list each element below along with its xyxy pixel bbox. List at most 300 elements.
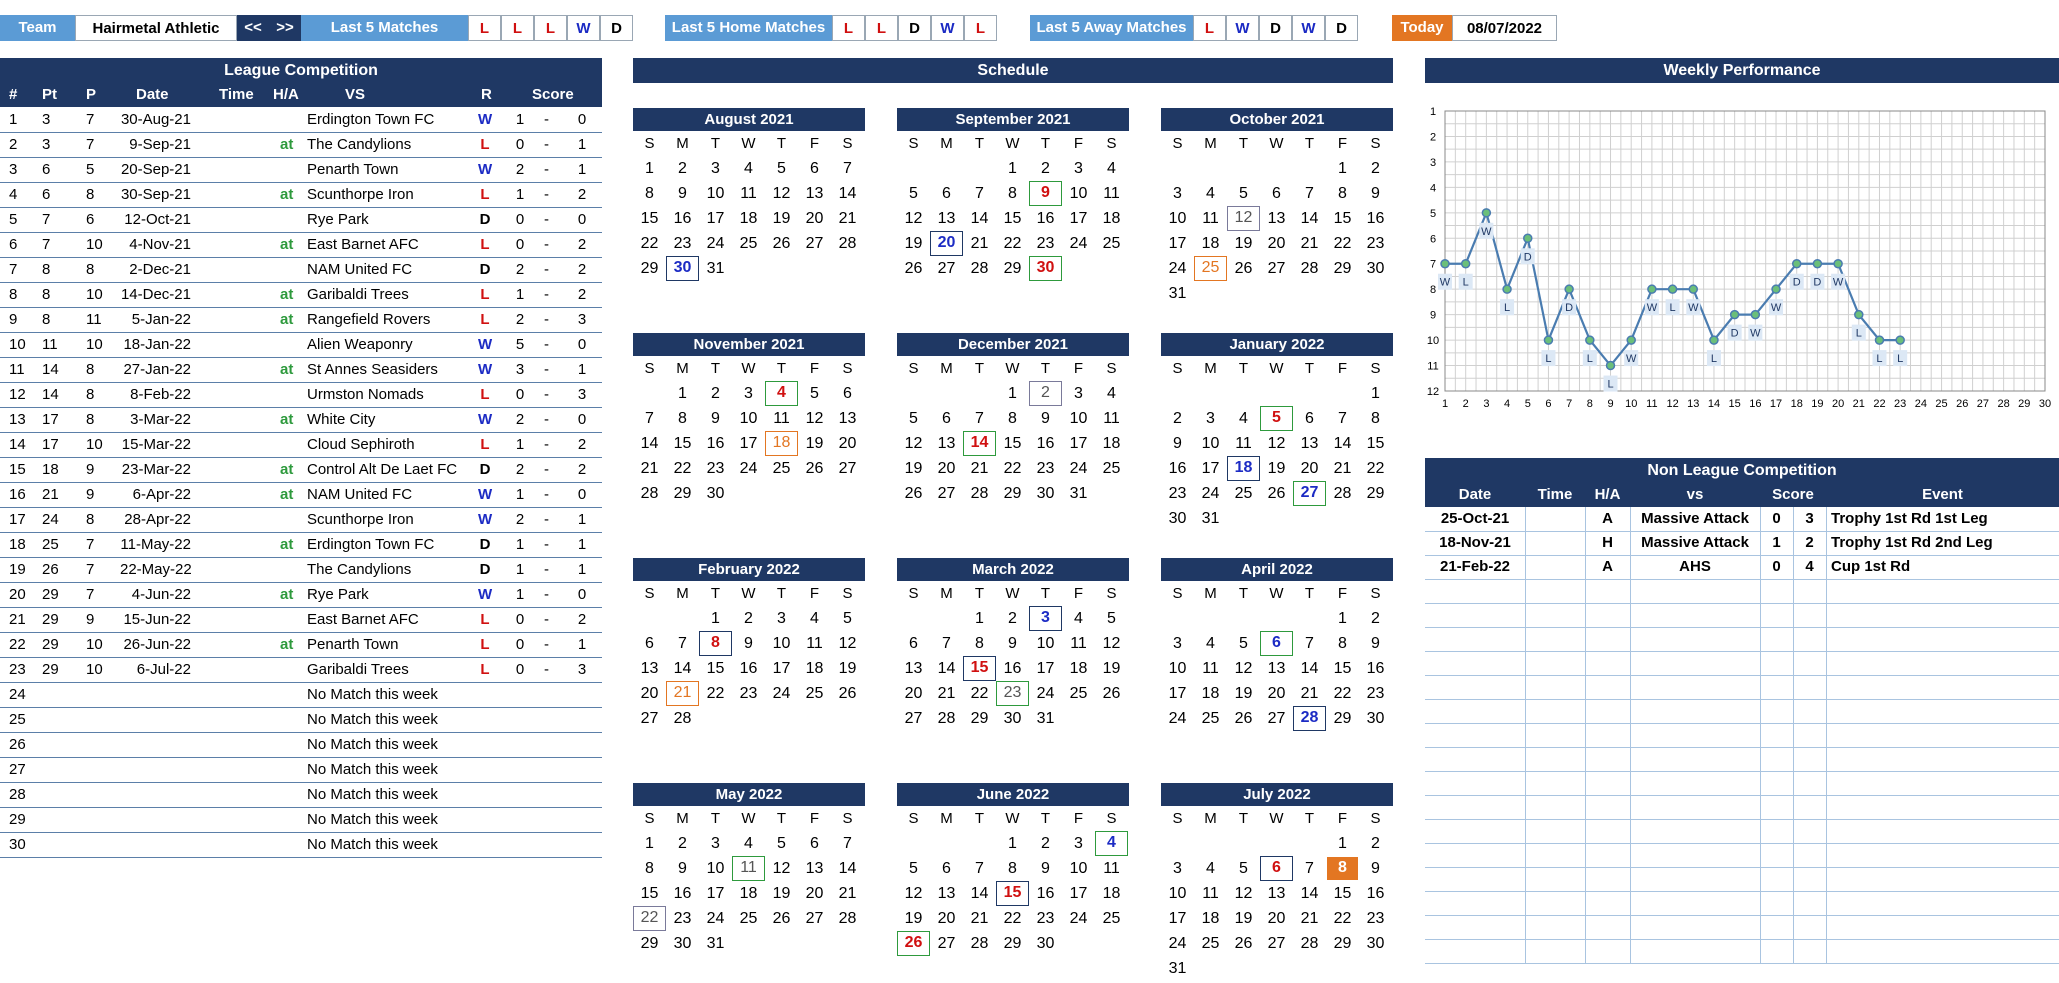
calendar-day[interactable]: 7 bbox=[975, 185, 984, 202]
calendar-day[interactable]: 12 bbox=[1234, 885, 1253, 902]
calendar-day[interactable]: 3 bbox=[1206, 410, 1215, 427]
calendar-day[interactable]: 1 bbox=[1338, 610, 1347, 627]
calendar-day[interactable]: 8 bbox=[1338, 185, 1347, 202]
calendar-day[interactable]: 31 bbox=[706, 935, 725, 952]
calendar-day[interactable]: 5 bbox=[1107, 610, 1116, 627]
calendar-day[interactable]: 19 bbox=[1267, 460, 1286, 477]
calendar-day[interactable]: 20 bbox=[1300, 460, 1319, 477]
calendar-day[interactable]: 16 bbox=[1366, 660, 1385, 677]
calendar-day[interactable]: 27 bbox=[805, 910, 824, 927]
calendar-day[interactable]: 11 bbox=[1202, 885, 1219, 902]
calendar-day[interactable]: 4 bbox=[1206, 635, 1215, 652]
calendar-day[interactable]: 7 bbox=[975, 410, 984, 427]
calendar-day[interactable]: 26 bbox=[904, 260, 923, 277]
calendar-day[interactable]: 28 bbox=[1300, 260, 1319, 277]
calendar-day[interactable]: 2 bbox=[1371, 835, 1380, 852]
calendar-day[interactable]: 18 bbox=[739, 210, 758, 227]
calendar-day[interactable]: 27 bbox=[640, 710, 659, 727]
calendar-day[interactable]: 23 bbox=[673, 910, 692, 927]
calendar-day[interactable]: 16 bbox=[1003, 660, 1022, 677]
calendar-day[interactable]: 21 bbox=[1333, 460, 1352, 477]
calendar-day[interactable]: 21 bbox=[1300, 685, 1319, 702]
calendar-day[interactable]: 31 bbox=[1069, 485, 1088, 502]
calendar-day[interactable]: 25 bbox=[1201, 710, 1220, 727]
match-day[interactable]: 11 bbox=[732, 856, 765, 881]
calendar-day[interactable]: 3 bbox=[1173, 185, 1182, 202]
calendar-day[interactable]: 23 bbox=[673, 235, 692, 252]
calendar-day[interactable]: 26 bbox=[1102, 685, 1121, 702]
calendar-day[interactable]: 26 bbox=[1234, 260, 1253, 277]
calendar-day[interactable]: 28 bbox=[1333, 485, 1352, 502]
calendar-day[interactable]: 29 bbox=[673, 485, 692, 502]
calendar-day[interactable]: 9 bbox=[1041, 410, 1050, 427]
match-day[interactable]: 4 bbox=[1095, 831, 1128, 856]
calendar-day[interactable]: 16 bbox=[1168, 460, 1187, 477]
calendar-day[interactable]: 19 bbox=[1234, 685, 1253, 702]
calendar-day[interactable]: 6 bbox=[810, 160, 819, 177]
calendar-day[interactable]: 1 bbox=[1338, 160, 1347, 177]
match-day[interactable]: 3 bbox=[1029, 606, 1062, 631]
calendar-day[interactable]: 21 bbox=[970, 460, 989, 477]
calendar-day[interactable]: 15 bbox=[1366, 435, 1385, 452]
calendar-day[interactable]: 24 bbox=[1168, 260, 1187, 277]
calendar-day[interactable]: 10 bbox=[1069, 185, 1088, 202]
calendar-day[interactable]: 29 bbox=[1333, 710, 1352, 727]
calendar-day[interactable]: 12 bbox=[1267, 435, 1286, 452]
calendar-day[interactable]: 14 bbox=[640, 435, 659, 452]
calendar-day[interactable]: 29 bbox=[1366, 485, 1385, 502]
calendar-day[interactable]: 13 bbox=[904, 660, 923, 677]
calendar-day[interactable]: 10 bbox=[1036, 635, 1055, 652]
match-day[interactable]: 23 bbox=[996, 681, 1029, 706]
calendar-day[interactable]: 28 bbox=[838, 910, 857, 927]
calendar-day[interactable]: 24 bbox=[1168, 935, 1187, 952]
match-day[interactable]: 18 bbox=[765, 431, 798, 456]
calendar-day[interactable]: 10 bbox=[1201, 435, 1220, 452]
calendar-day[interactable]: 30 bbox=[1036, 935, 1055, 952]
calendar-day[interactable]: 12 bbox=[904, 435, 923, 452]
calendar-day[interactable]: 21 bbox=[640, 460, 659, 477]
calendar-day[interactable]: 16 bbox=[739, 660, 758, 677]
calendar-day[interactable]: 23 bbox=[1036, 460, 1055, 477]
calendar-day[interactable]: 11 bbox=[1103, 185, 1120, 202]
calendar-day[interactable]: 5 bbox=[777, 835, 786, 852]
calendar-day[interactable]: 20 bbox=[1267, 235, 1286, 252]
calendar-day[interactable]: 20 bbox=[838, 435, 857, 452]
calendar-day[interactable]: 25 bbox=[1102, 910, 1121, 927]
match-day[interactable]: 18 bbox=[1227, 456, 1260, 481]
calendar-day[interactable]: 12 bbox=[805, 410, 824, 427]
calendar-day[interactable]: 18 bbox=[1102, 435, 1121, 452]
calendar-day[interactable]: 15 bbox=[640, 210, 659, 227]
calendar-day[interactable]: 11 bbox=[1202, 660, 1219, 677]
calendar-day[interactable]: 31 bbox=[1036, 710, 1055, 727]
match-day[interactable]: 15 bbox=[963, 656, 996, 681]
calendar-day[interactable]: 7 bbox=[1305, 860, 1314, 877]
match-day[interactable]: 30 bbox=[666, 256, 699, 281]
calendar-day[interactable]: 30 bbox=[706, 485, 725, 502]
calendar-day[interactable]: 13 bbox=[805, 185, 824, 202]
match-day[interactable]: 22 bbox=[633, 906, 666, 931]
calendar-day[interactable]: 12 bbox=[838, 635, 857, 652]
match-day[interactable]: 8 bbox=[699, 631, 732, 656]
calendar-day[interactable]: 8 bbox=[1338, 635, 1347, 652]
calendar-day[interactable]: 20 bbox=[805, 885, 824, 902]
calendar-day[interactable]: 28 bbox=[970, 260, 989, 277]
calendar-day[interactable]: 15 bbox=[640, 885, 659, 902]
calendar-day[interactable]: 3 bbox=[1173, 635, 1182, 652]
calendar-day[interactable]: 8 bbox=[975, 635, 984, 652]
calendar-day[interactable]: 28 bbox=[937, 710, 956, 727]
calendar-day[interactable]: 8 bbox=[1371, 410, 1380, 427]
calendar-day[interactable]: 28 bbox=[673, 710, 692, 727]
calendar-day[interactable]: 11 bbox=[1202, 210, 1219, 227]
calendar-day[interactable]: 3 bbox=[1074, 835, 1083, 852]
calendar-day[interactable]: 2 bbox=[1173, 410, 1182, 427]
calendar-day[interactable]: 14 bbox=[970, 210, 989, 227]
calendar-day[interactable]: 29 bbox=[1003, 485, 1022, 502]
calendar-day[interactable]: 10 bbox=[1069, 860, 1088, 877]
calendar-day[interactable]: 25 bbox=[1201, 935, 1220, 952]
calendar-day[interactable]: 22 bbox=[706, 685, 725, 702]
calendar-day[interactable]: 9 bbox=[711, 410, 720, 427]
calendar-day[interactable]: 6 bbox=[1272, 185, 1281, 202]
calendar-day[interactable]: 17 bbox=[1168, 235, 1187, 252]
calendar-day[interactable]: 22 bbox=[970, 685, 989, 702]
calendar-day[interactable]: 6 bbox=[843, 385, 852, 402]
calendar-day[interactable]: 9 bbox=[1173, 435, 1182, 452]
calendar-day[interactable]: 27 bbox=[904, 710, 923, 727]
calendar-day[interactable]: 29 bbox=[1003, 935, 1022, 952]
calendar-day[interactable]: 27 bbox=[937, 260, 956, 277]
calendar-day[interactable]: 30 bbox=[673, 935, 692, 952]
calendar-day[interactable]: 8 bbox=[1008, 185, 1017, 202]
calendar-day[interactable]: 10 bbox=[772, 635, 791, 652]
match-day[interactable]: 8 bbox=[1326, 856, 1359, 881]
match-day[interactable]: 5 bbox=[1260, 406, 1293, 431]
calendar-day[interactable]: 19 bbox=[904, 910, 923, 927]
calendar-day[interactable]: 22 bbox=[1003, 910, 1022, 927]
calendar-day[interactable]: 6 bbox=[810, 835, 819, 852]
calendar-day[interactable]: 28 bbox=[1300, 935, 1319, 952]
calendar-day[interactable]: 5 bbox=[909, 410, 918, 427]
next-team-button[interactable]: >> bbox=[269, 15, 301, 41]
calendar-day[interactable]: 26 bbox=[1267, 485, 1286, 502]
calendar-day[interactable]: 22 bbox=[1333, 235, 1352, 252]
calendar-day[interactable]: 2 bbox=[744, 610, 753, 627]
calendar-day[interactable]: 23 bbox=[1036, 910, 1055, 927]
calendar-day[interactable]: 7 bbox=[645, 410, 654, 427]
calendar-day[interactable]: 16 bbox=[673, 885, 692, 902]
calendar-day[interactable]: 18 bbox=[739, 885, 758, 902]
calendar-day[interactable]: 21 bbox=[937, 685, 956, 702]
calendar-day[interactable]: 24 bbox=[1036, 685, 1055, 702]
calendar-day[interactable]: 18 bbox=[1201, 235, 1220, 252]
calendar-day[interactable]: 10 bbox=[1168, 885, 1187, 902]
calendar-day[interactable]: 4 bbox=[744, 160, 753, 177]
calendar-day[interactable]: 4 bbox=[1107, 160, 1116, 177]
calendar-day[interactable]: 4 bbox=[1074, 610, 1083, 627]
calendar-day[interactable]: 8 bbox=[1008, 860, 1017, 877]
calendar-day[interactable]: 2 bbox=[1371, 610, 1380, 627]
calendar-day[interactable]: 27 bbox=[937, 935, 956, 952]
calendar-day[interactable]: 12 bbox=[1234, 660, 1253, 677]
calendar-day[interactable]: 17 bbox=[706, 885, 725, 902]
calendar-day[interactable]: 10 bbox=[1069, 410, 1088, 427]
calendar-day[interactable]: 11 bbox=[1070, 635, 1087, 652]
calendar-day[interactable]: 26 bbox=[772, 235, 791, 252]
calendar-day[interactable]: 25 bbox=[1102, 235, 1121, 252]
calendar-day[interactable]: 6 bbox=[942, 185, 951, 202]
calendar-day[interactable]: 2 bbox=[1008, 610, 1017, 627]
calendar-day[interactable]: 24 bbox=[1168, 710, 1187, 727]
calendar-day[interactable]: 24 bbox=[1069, 235, 1088, 252]
calendar-day[interactable]: 20 bbox=[805, 210, 824, 227]
calendar-day[interactable]: 3 bbox=[1173, 860, 1182, 877]
calendar-day[interactable]: 27 bbox=[805, 235, 824, 252]
calendar-day[interactable]: 25 bbox=[1234, 485, 1253, 502]
calendar-day[interactable]: 30 bbox=[1366, 935, 1385, 952]
calendar-day[interactable]: 14 bbox=[1333, 435, 1352, 452]
calendar-day[interactable]: 24 bbox=[1069, 460, 1088, 477]
calendar-day[interactable]: 18 bbox=[805, 660, 824, 677]
calendar-day[interactable]: 22 bbox=[1366, 460, 1385, 477]
calendar-day[interactable]: 31 bbox=[1201, 510, 1220, 527]
calendar-day[interactable]: 26 bbox=[1234, 935, 1253, 952]
calendar-day[interactable]: 10 bbox=[739, 410, 758, 427]
calendar-day[interactable]: 20 bbox=[937, 910, 956, 927]
calendar-day[interactable]: 1 bbox=[1338, 835, 1347, 852]
calendar-day[interactable]: 11 bbox=[740, 185, 757, 202]
today-date-field[interactable]: 08/07/2022 bbox=[1452, 15, 1557, 41]
calendar-day[interactable]: 23 bbox=[1036, 235, 1055, 252]
calendar-day[interactable]: 28 bbox=[640, 485, 659, 502]
calendar-day[interactable]: 15 bbox=[1003, 210, 1022, 227]
match-day[interactable]: 25 bbox=[1194, 256, 1227, 281]
calendar-day[interactable]: 9 bbox=[744, 635, 753, 652]
calendar-day[interactable]: 18 bbox=[1201, 910, 1220, 927]
calendar-day[interactable]: 16 bbox=[1366, 210, 1385, 227]
calendar-day[interactable]: 13 bbox=[937, 435, 956, 452]
calendar-day[interactable]: 10 bbox=[1168, 660, 1187, 677]
calendar-day[interactable]: 26 bbox=[904, 485, 923, 502]
calendar-day[interactable]: 6 bbox=[1305, 410, 1314, 427]
calendar-day[interactable]: 2 bbox=[678, 835, 687, 852]
calendar-day[interactable]: 25 bbox=[739, 235, 758, 252]
calendar-day[interactable]: 20 bbox=[640, 685, 659, 702]
match-day[interactable]: 12 bbox=[1227, 206, 1260, 231]
calendar-day[interactable]: 7 bbox=[942, 635, 951, 652]
calendar-day[interactable]: 5 bbox=[1239, 860, 1248, 877]
calendar-day[interactable]: 19 bbox=[772, 210, 791, 227]
calendar-day[interactable]: 19 bbox=[1234, 910, 1253, 927]
team-name-field[interactable]: Hairmetal Athletic bbox=[75, 15, 237, 41]
calendar-day[interactable]: 3 bbox=[711, 835, 720, 852]
calendar-day[interactable]: 26 bbox=[805, 460, 824, 477]
match-day[interactable]: 14 bbox=[963, 431, 996, 456]
calendar-day[interactable]: 21 bbox=[970, 910, 989, 927]
calendar-day[interactable]: 3 bbox=[1074, 160, 1083, 177]
calendar-day[interactable]: 13 bbox=[1300, 435, 1319, 452]
calendar-day[interactable]: 5 bbox=[1239, 185, 1248, 202]
calendar-day[interactable]: 23 bbox=[1366, 685, 1385, 702]
calendar-day[interactable]: 31 bbox=[1168, 960, 1187, 977]
calendar-day[interactable]: 15 bbox=[673, 435, 692, 452]
calendar-day[interactable]: 24 bbox=[1069, 910, 1088, 927]
calendar-day[interactable]: 21 bbox=[838, 210, 857, 227]
calendar-day[interactable]: 9 bbox=[1371, 635, 1380, 652]
calendar-day[interactable]: 29 bbox=[640, 260, 659, 277]
calendar-day[interactable]: 9 bbox=[1041, 860, 1050, 877]
calendar-day[interactable]: 21 bbox=[838, 885, 857, 902]
calendar-day[interactable]: 24 bbox=[739, 460, 758, 477]
calendar-day[interactable]: 29 bbox=[640, 935, 659, 952]
calendar-day[interactable]: 28 bbox=[838, 235, 857, 252]
calendar-day[interactable]: 13 bbox=[937, 885, 956, 902]
match-day[interactable]: 15 bbox=[996, 881, 1029, 906]
calendar-day[interactable]: 24 bbox=[706, 235, 725, 252]
calendar-day[interactable]: 19 bbox=[838, 660, 857, 677]
calendar-day[interactable]: 9 bbox=[1008, 635, 1017, 652]
calendar-day[interactable]: 14 bbox=[1300, 885, 1319, 902]
calendar-day[interactable]: 15 bbox=[706, 660, 725, 677]
calendar-day[interactable]: 26 bbox=[1234, 710, 1253, 727]
calendar-day[interactable]: 16 bbox=[1036, 435, 1055, 452]
match-day[interactable]: 21 bbox=[666, 681, 699, 706]
calendar-day[interactable]: 14 bbox=[838, 185, 857, 202]
calendar-day[interactable]: 7 bbox=[1338, 410, 1347, 427]
calendar-day[interactable]: 17 bbox=[1168, 685, 1187, 702]
calendar-day[interactable]: 21 bbox=[970, 235, 989, 252]
calendar-day[interactable]: 27 bbox=[937, 485, 956, 502]
calendar-day[interactable]: 28 bbox=[970, 935, 989, 952]
calendar-day[interactable]: 29 bbox=[970, 710, 989, 727]
calendar-day[interactable]: 1 bbox=[1371, 385, 1380, 402]
calendar-day[interactable]: 25 bbox=[1102, 460, 1121, 477]
calendar-day[interactable]: 17 bbox=[706, 210, 725, 227]
calendar-day[interactable]: 5 bbox=[843, 610, 852, 627]
calendar-day[interactable]: 18 bbox=[1102, 210, 1121, 227]
calendar-day[interactable]: 3 bbox=[1074, 385, 1083, 402]
calendar-day[interactable]: 21 bbox=[1300, 910, 1319, 927]
calendar-day[interactable]: 6 bbox=[645, 635, 654, 652]
calendar-day[interactable]: 10 bbox=[1168, 210, 1187, 227]
calendar-day[interactable]: 7 bbox=[1305, 635, 1314, 652]
calendar-day[interactable]: 20 bbox=[1267, 685, 1286, 702]
calendar-day[interactable]: 8 bbox=[678, 410, 687, 427]
calendar-day[interactable]: 19 bbox=[1102, 660, 1121, 677]
calendar-day[interactable]: 23 bbox=[739, 685, 758, 702]
match-day[interactable]: 4 bbox=[765, 381, 798, 406]
calendar-day[interactable]: 26 bbox=[838, 685, 857, 702]
calendar-day[interactable]: 1 bbox=[645, 835, 654, 852]
calendar-day[interactable]: 14 bbox=[1300, 660, 1319, 677]
calendar-day[interactable]: 21 bbox=[1300, 235, 1319, 252]
calendar-day[interactable]: 8 bbox=[645, 185, 654, 202]
calendar-day[interactable]: 13 bbox=[1267, 210, 1286, 227]
calendar-day[interactable]: 24 bbox=[1201, 485, 1220, 502]
calendar-day[interactable]: 3 bbox=[744, 385, 753, 402]
calendar-day[interactable]: 1 bbox=[975, 610, 984, 627]
calendar-day[interactable]: 22 bbox=[1333, 685, 1352, 702]
calendar-day[interactable]: 13 bbox=[805, 860, 824, 877]
calendar-day[interactable]: 30 bbox=[1036, 485, 1055, 502]
calendar-day[interactable]: 2 bbox=[1041, 160, 1050, 177]
calendar-day[interactable]: 11 bbox=[1103, 410, 1120, 427]
calendar-day[interactable]: 1 bbox=[1008, 385, 1017, 402]
calendar-day[interactable]: 16 bbox=[706, 435, 725, 452]
calendar-day[interactable]: 17 bbox=[1036, 660, 1055, 677]
match-day[interactable]: 28 bbox=[1293, 706, 1326, 731]
match-day[interactable]: 9 bbox=[1029, 181, 1062, 206]
calendar-day[interactable]: 6 bbox=[909, 635, 918, 652]
calendar-day[interactable]: 20 bbox=[904, 685, 923, 702]
calendar-day[interactable]: 7 bbox=[843, 160, 852, 177]
calendar-day[interactable]: 19 bbox=[1234, 235, 1253, 252]
calendar-day[interactable]: 27 bbox=[838, 460, 857, 477]
calendar-day[interactable]: 30 bbox=[1168, 510, 1187, 527]
calendar-day[interactable]: 17 bbox=[1069, 885, 1088, 902]
calendar-day[interactable]: 4 bbox=[1239, 410, 1248, 427]
calendar-day[interactable]: 4 bbox=[744, 835, 753, 852]
calendar-day[interactable]: 31 bbox=[1168, 285, 1187, 302]
calendar-day[interactable]: 5 bbox=[777, 160, 786, 177]
calendar-day[interactable]: 18 bbox=[1201, 685, 1220, 702]
calendar-day[interactable]: 1 bbox=[1008, 160, 1017, 177]
calendar-day[interactable]: 11 bbox=[1235, 435, 1252, 452]
calendar-day[interactable]: 14 bbox=[970, 885, 989, 902]
calendar-day[interactable]: 9 bbox=[1371, 185, 1380, 202]
calendar-day[interactable]: 15 bbox=[1333, 885, 1352, 902]
calendar-day[interactable]: 19 bbox=[904, 460, 923, 477]
calendar-day[interactable]: 7 bbox=[843, 835, 852, 852]
calendar-day[interactable]: 4 bbox=[1206, 860, 1215, 877]
prev-team-button[interactable]: << bbox=[237, 15, 269, 41]
calendar-day[interactable]: 19 bbox=[904, 235, 923, 252]
calendar-day[interactable]: 8 bbox=[645, 860, 654, 877]
calendar-day[interactable]: 10 bbox=[706, 185, 725, 202]
calendar-day[interactable]: 6 bbox=[942, 410, 951, 427]
calendar-day[interactable]: 13 bbox=[1267, 660, 1286, 677]
match-day[interactable]: 27 bbox=[1293, 481, 1326, 506]
match-day[interactable]: 26 bbox=[897, 931, 930, 956]
calendar-day[interactable]: 11 bbox=[1103, 860, 1120, 877]
calendar-day[interactable]: 2 bbox=[711, 385, 720, 402]
calendar-day[interactable]: 9 bbox=[1371, 860, 1380, 877]
calendar-day[interactable]: 29 bbox=[1003, 260, 1022, 277]
calendar-day[interactable]: 19 bbox=[805, 435, 824, 452]
calendar-day[interactable]: 27 bbox=[1267, 260, 1286, 277]
calendar-day[interactable]: 23 bbox=[706, 460, 725, 477]
calendar-day[interactable]: 22 bbox=[1003, 235, 1022, 252]
calendar-day[interactable]: 13 bbox=[838, 410, 857, 427]
calendar-day[interactable]: 28 bbox=[970, 485, 989, 502]
calendar-day[interactable]: 18 bbox=[1102, 885, 1121, 902]
calendar-day[interactable]: 13 bbox=[937, 210, 956, 227]
calendar-day[interactable]: 17 bbox=[739, 435, 758, 452]
calendar-day[interactable]: 27 bbox=[1267, 935, 1286, 952]
calendar-day[interactable]: 29 bbox=[1333, 260, 1352, 277]
calendar-day[interactable]: 17 bbox=[1069, 435, 1088, 452]
calendar-day[interactable]: 17 bbox=[1168, 910, 1187, 927]
match-day[interactable]: 20 bbox=[930, 231, 963, 256]
calendar-day[interactable]: 7 bbox=[1305, 185, 1314, 202]
calendar-day[interactable]: 11 bbox=[773, 410, 790, 427]
calendar-day[interactable]: 20 bbox=[1267, 910, 1286, 927]
calendar-day[interactable]: 15 bbox=[1333, 660, 1352, 677]
calendar-day[interactable]: 16 bbox=[1036, 210, 1055, 227]
calendar-day[interactable]: 11 bbox=[806, 635, 823, 652]
